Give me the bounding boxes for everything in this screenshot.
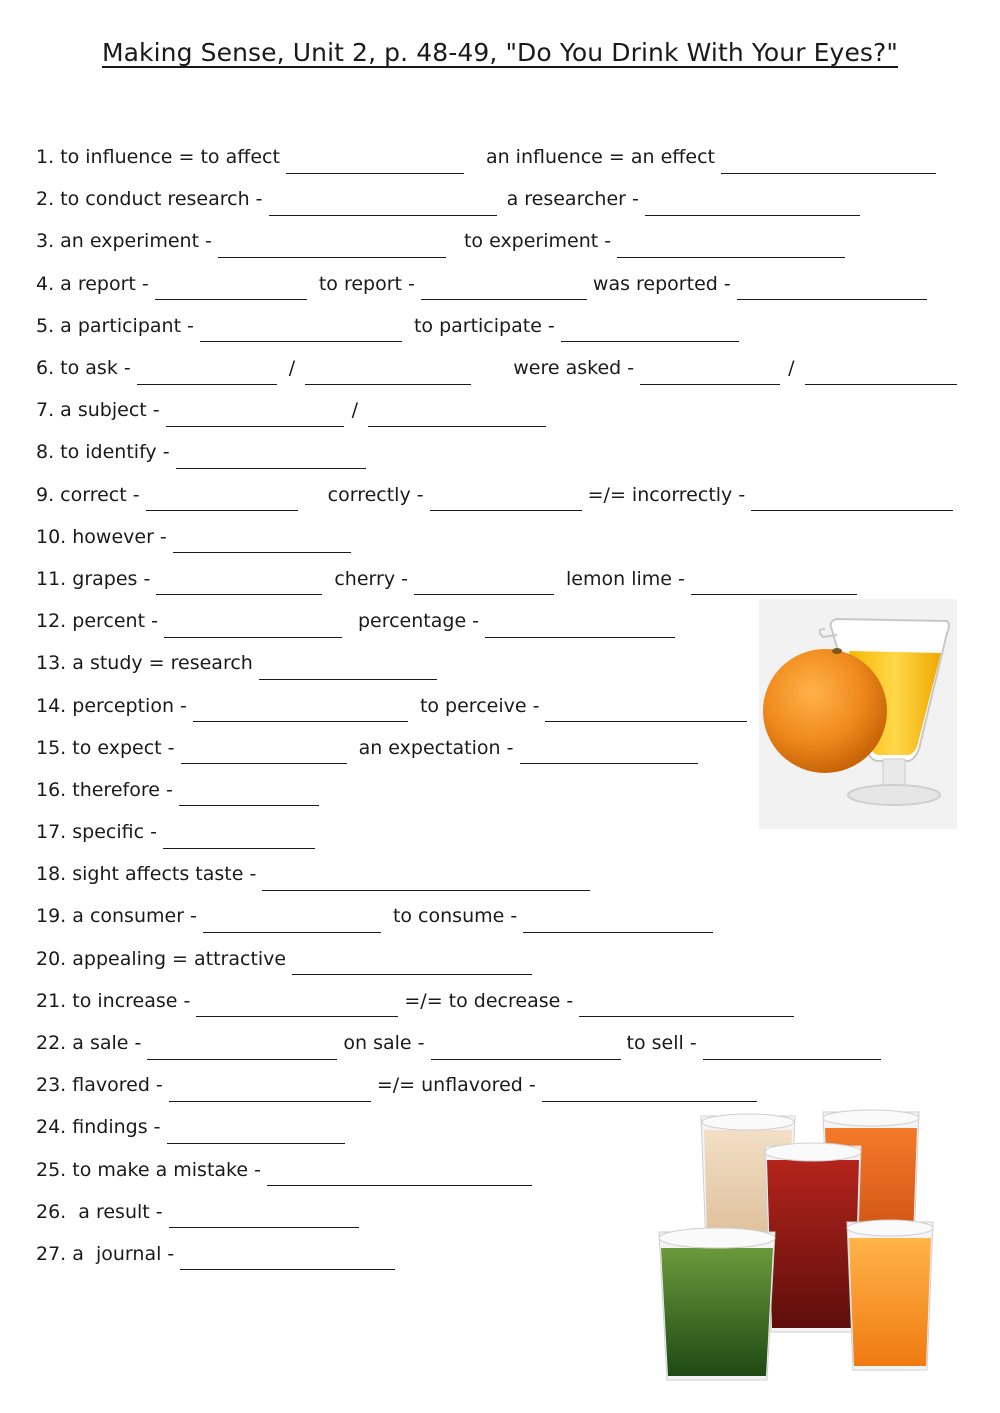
answer-blank[interactable] [414, 594, 554, 595]
answer-blank[interactable] [155, 299, 307, 300]
answer-blank[interactable] [305, 384, 471, 385]
answer-blank[interactable] [166, 426, 344, 427]
exercise-prompt: correctly - [327, 483, 430, 506]
exercise-item-5 [36, 305, 976, 347]
exercise-prompt: lemon lime - [566, 567, 691, 590]
answer-blank[interactable] [181, 763, 347, 764]
worksheet-title: Making Sense, Unit 2, p. 48-49, "Do You Drink With Your Eyes?" [101, 38, 899, 67]
exercise-item-18 [36, 853, 976, 895]
answer-blank[interactable] [173, 552, 351, 553]
answer-blank[interactable] [156, 594, 322, 595]
exercise-item-6 [36, 347, 976, 389]
answer-blank[interactable] [292, 974, 532, 975]
exercise-item-4 [36, 263, 976, 305]
answer-blank[interactable] [137, 384, 277, 385]
answer-blank[interactable] [645, 215, 860, 216]
exercise-prompt: 23. flavored - [36, 1074, 169, 1097]
answer-blank[interactable] [259, 679, 437, 680]
answer-blank[interactable] [523, 932, 713, 933]
answer-blank[interactable] [421, 299, 587, 300]
exercise-prompt: to experiment - [463, 230, 618, 253]
exercise-prompt: 25. to make a mistake - [36, 1158, 267, 1181]
exercise-prompt: 12. percent - [36, 610, 164, 633]
answer-blank[interactable] [520, 763, 698, 764]
exercise-item-10 [36, 516, 976, 558]
exercise-prompt: 15. to expect - [36, 736, 181, 759]
answer-blank[interactable] [737, 299, 927, 300]
exercise-prompt: 21. to increase - [36, 989, 197, 1012]
answer-blank[interactable] [691, 594, 857, 595]
exercise-prompt: =/= unflavored - [376, 1074, 542, 1097]
answer-blank[interactable] [147, 1059, 337, 1060]
exercise-prompt: to perceive - [419, 694, 546, 717]
exercise-item-21 [36, 980, 976, 1022]
answer-blank[interactable] [179, 805, 319, 806]
juice-glasses-image [657, 1102, 935, 1382]
exercise-prompt: 22. a sale - [36, 1032, 148, 1055]
exercise-prompt: to sell - [626, 1032, 703, 1055]
answer-blank[interactable] [286, 173, 464, 174]
exercise-prompt: 3. an experiment - [36, 230, 218, 253]
exercise-item-11 [36, 558, 976, 600]
answer-blank[interactable] [545, 721, 747, 722]
answer-blank[interactable] [721, 173, 936, 174]
answer-blank[interactable] [196, 1016, 398, 1017]
exercise-prompt: percentage - [357, 610, 486, 633]
exercise-prompt: to consume - [392, 905, 524, 928]
answer-blank[interactable] [200, 341, 402, 342]
exercise-prompt: 5. a participant - [36, 314, 200, 337]
exercise-prompt: =/= to decrease - [404, 989, 580, 1012]
answer-blank[interactable] [485, 637, 675, 638]
exercise-prompt: 17. specific - [36, 821, 163, 844]
answer-blank[interactable] [176, 468, 366, 469]
exercise-prompt: 4. a report - [36, 272, 155, 295]
answer-blank[interactable] [169, 1227, 359, 1228]
exercise-item-9 [36, 474, 976, 516]
answer-blank[interactable] [164, 637, 342, 638]
answer-blank[interactable] [218, 257, 446, 258]
answer-blank[interactable] [617, 257, 845, 258]
exercise-prompt: 1. to influence = to affect [36, 146, 286, 169]
exercise-prompt: 13. a study = research [36, 652, 259, 675]
exercise-item-3 [36, 220, 976, 262]
answer-blank[interactable] [193, 721, 408, 722]
exercise-prompt: 11. grapes - [36, 567, 157, 590]
exercise-prompt: 14. perception - [36, 694, 193, 717]
answer-blank[interactable] [561, 341, 739, 342]
exercise-prompt: 6. to ask - [36, 357, 137, 380]
exercise-prompt: 16. therefore - [36, 778, 179, 801]
exercise-prompt: cherry - [334, 567, 415, 590]
answer-blank[interactable] [267, 1185, 532, 1186]
exercise-prompt: 8. to identify - [36, 441, 176, 464]
answer-blank[interactable] [146, 510, 298, 511]
exercise-prompt: 10. however - [36, 525, 173, 548]
answer-blank[interactable] [640, 384, 780, 385]
answer-blank[interactable] [431, 1059, 621, 1060]
exercise-prompt: 18. sight affects taste - [36, 863, 263, 886]
exercise-prompt: to participate - [413, 314, 561, 337]
answer-blank[interactable] [579, 1016, 794, 1017]
exercise-prompt: 27. a journal - [36, 1242, 181, 1265]
exercise-item-8 [36, 431, 976, 473]
answer-blank[interactable] [703, 1059, 881, 1060]
answer-blank[interactable] [751, 510, 953, 511]
exercise-prompt: to report - [318, 272, 421, 295]
exercise-prompt: 24. findings - [36, 1116, 167, 1139]
exercise-item-19 [36, 895, 976, 937]
answer-blank[interactable] [163, 848, 315, 849]
exercise-prompt: an expectation - [358, 736, 520, 759]
exercise-prompt: / [788, 357, 801, 380]
exercise-item-23 [36, 1064, 976, 1106]
exercise-prompt: 7. a subject - [36, 399, 166, 422]
exercise-prompt: 19. a consumer - [36, 905, 203, 928]
exercise-prompt: on sale - [343, 1032, 431, 1055]
exercise-prompt: 20. appealing = attractive [36, 947, 293, 970]
exercise-prompt: was reported - [592, 272, 737, 295]
exercise-prompt: 9. correct - [36, 483, 146, 506]
answer-blank[interactable] [368, 426, 546, 427]
exercise-item-20 [36, 938, 976, 980]
exercise-prompt: a researcher - [506, 188, 645, 211]
exercise-item-22 [36, 1022, 976, 1064]
orange-juice-image [759, 599, 957, 829]
exercise-prompt: an influence = an effect [485, 146, 722, 169]
exercise-prompt: were asked - [513, 357, 641, 380]
answer-blank[interactable] [430, 510, 582, 511]
exercise-prompt: 26. a result - [36, 1200, 169, 1223]
answer-blank[interactable] [169, 1101, 371, 1102]
answer-blank[interactable] [262, 890, 590, 891]
exercise-prompt: / [351, 399, 365, 422]
exercise-prompt: =/= incorrectly - [587, 483, 752, 506]
answer-blank[interactable] [203, 932, 381, 933]
answer-blank[interactable] [180, 1269, 395, 1270]
exercise-prompt: 2. to conduct research - [36, 188, 269, 211]
exercise-prompt: / [288, 357, 302, 380]
answer-blank[interactable] [805, 384, 957, 385]
exercise-item-2 [36, 178, 976, 220]
exercise-item-7 [36, 389, 976, 431]
answer-blank[interactable] [269, 215, 497, 216]
answer-blank[interactable] [167, 1143, 345, 1144]
exercise-item-1 [36, 136, 976, 178]
